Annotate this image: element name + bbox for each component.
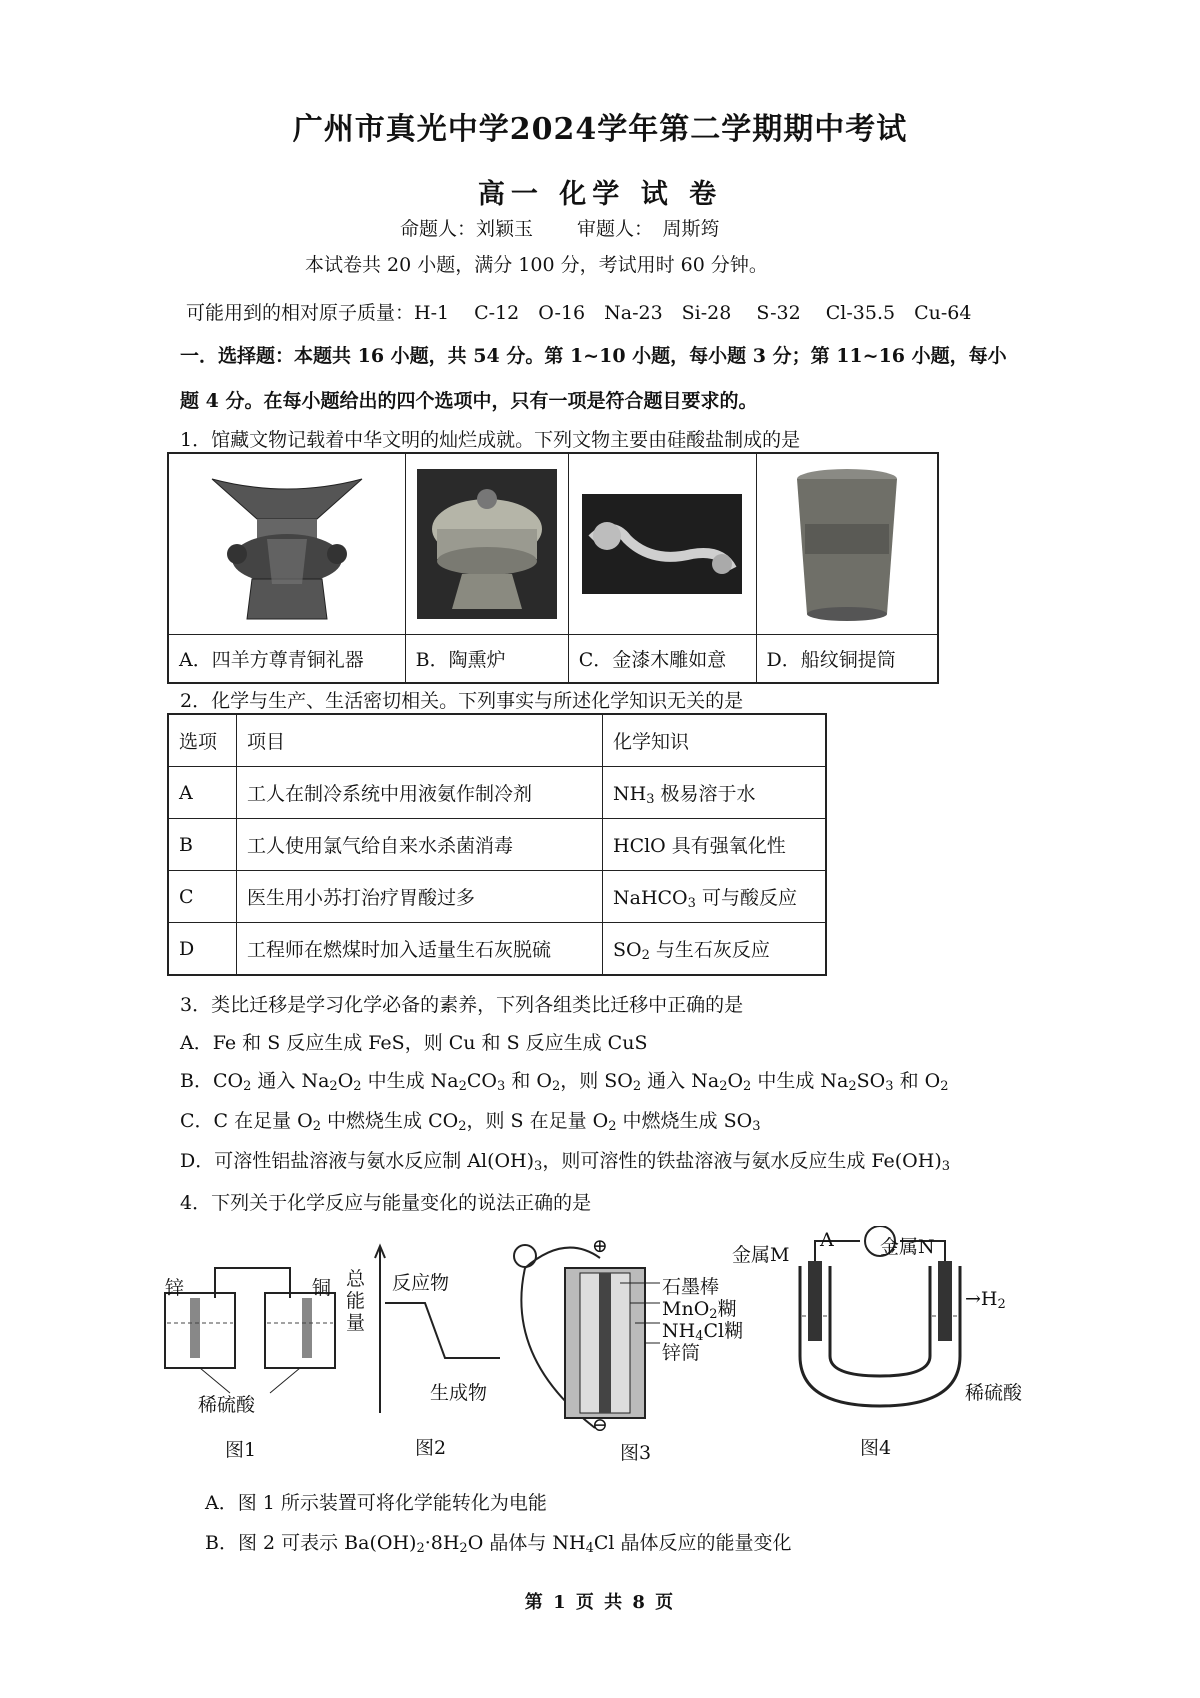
fig2-caption: 图2 (415, 1437, 447, 1459)
artifact-d-cell (756, 453, 938, 683)
row-option: B (168, 819, 237, 871)
row-option: D (168, 923, 237, 976)
bronze-zun-image (169, 454, 405, 634)
fig3-negative-terminal: ⊖ (592, 1414, 608, 1436)
fig4-metal-m-label: 金属M (732, 1244, 790, 1266)
fig3-graphite-label: 石墨棒 (662, 1276, 720, 1298)
fig1-acid-label: 稀硫酸 (198, 1394, 256, 1416)
authors: 命题人：刘颖玉 审题人： 周斯筠 (400, 218, 720, 240)
row-knowledge: HClO 具有强氧化性 (603, 819, 827, 871)
header-knowledge: 化学知识 (603, 714, 827, 767)
row-option: A (168, 767, 237, 819)
q4-option-a: A．图 1 所示装置可将化学能转化为电能 (205, 1492, 547, 1514)
option-b-label: B．陶熏炉 (406, 634, 568, 682)
table-header-row (168, 714, 826, 767)
q4-figures (160, 1229, 1060, 1478)
wooden-ruyi-image (569, 454, 756, 634)
fig3-caption: 图3 (620, 1442, 652, 1464)
exam-subtitle: 高一 化学 试 卷 (477, 179, 723, 210)
artifact-a-cell (168, 453, 405, 683)
section1-line2: 题 4 分。在每小题给出的四个选项中，只有一项是符合题目要求的。 (180, 390, 758, 412)
option-a-label: A．四羊方尊青铜礼器 (169, 634, 405, 682)
row-option: C (168, 871, 237, 923)
table-row (168, 923, 826, 976)
artifact-b-cell (405, 453, 568, 683)
q3-option-b: B．$CO_2$ 通入 $Na_2O_2$ 中生成 $Na_2CO_3$ 和 $O_2$，则 $SO_2$ 通入 $Na_2O_2$ 中生成 $Na_2SO_3$ 和 $O_2$ (180, 1070, 949, 1094)
row-knowledge: $SO_2$ 与生石灰反应 (603, 923, 827, 976)
pottery-censer-image (406, 454, 568, 634)
q1-stem: 1．馆藏文物记载着中华文明的灿烂成就。下列文物主要由硅酸盐制成的是 (180, 429, 801, 451)
exam-title: 广州市真光中学2024学年第二学期期中考试 (292, 112, 908, 147)
fig4-hydrogen-label: $\to H_2$ (965, 1288, 1006, 1312)
option-c-label: C．金漆木雕如意 (569, 634, 756, 682)
fig2-reactants-label: 反应物 (392, 1272, 450, 1294)
ammeter-icon: A (820, 1229, 834, 1251)
fig4-metal-n-label: 金属N (880, 1236, 935, 1258)
q3-stem: 3．类比迁移是学习化学必备的素养，下列各组类比迁移中正确的是 (180, 994, 744, 1016)
q3-option-c: C．C 在足量 $O_2$ 中燃烧生成 $CO_2$，则 S 在足量 $O_2$ 中燃烧生成 $SO_3$ (180, 1110, 761, 1134)
row-item: 工人在制冷系统中用液氨作制冷剂 (237, 767, 603, 819)
fig2-products-label: 生成物 (430, 1382, 488, 1404)
row-item: 工程师在燃煤时加入适量生石灰脱硫 (237, 923, 603, 976)
header-option: 选项 (168, 714, 237, 767)
q1-artifacts-table (167, 452, 939, 684)
q2-stem: 2．化学与生产、生活密切相关。下列事实与所述化学知识无关的是 (180, 690, 744, 712)
row-knowledge: NaHCO$_3$ 可与酸反应 (603, 871, 827, 923)
table-row (168, 819, 826, 871)
fig3-positive-terminal: ⊕ (592, 1235, 608, 1257)
table-row (168, 871, 826, 923)
row-knowledge: $NH_3$ 极易溶于水 (603, 767, 827, 819)
q3-option-d: D．可溶性铝盐溶液与氨水反应制 $Al(OH)_3$，则可溶性的铁盐溶液与氨水反应生成 $Fe(OH)_3$ (180, 1150, 951, 1174)
fig1-caption: 图1 (225, 1439, 257, 1461)
fig1-zinc-label: 锌 (165, 1277, 185, 1299)
fig3-nh4cl-label: $NH_4Cl$糊 (662, 1320, 744, 1344)
atomic-mass: 可能用到的相对原子质量：H-1 C-12 O-16 Na-23 Si-28 S-32 Cl-35.5 Cu-64 (186, 302, 972, 324)
option-d-label: D．船纹铜提筒 (757, 634, 937, 682)
fig4-acid-label: 稀硫酸 (965, 1382, 1023, 1404)
bronze-bucket-image (757, 454, 937, 634)
page-footer: 第 1 页 共 8 页 (524, 1592, 676, 1613)
fig2-yaxis-label: 总能量 (346, 1268, 366, 1334)
section1-line1: 一．选择题：本题共 16 小题，共 54 分。第 1~10 小题，每小题 3 分；第 11~16 小题，每小 (180, 345, 1007, 367)
fig3-zinc-label: 锌筒 (662, 1342, 701, 1364)
q3-option-a: A．Fe 和 S 反应生成 FeS，则 Cu 和 S 反应生成 CuS (180, 1032, 648, 1054)
fig4-caption: 图4 (860, 1437, 892, 1459)
q4-option-b: B．图 2 可表示 $Ba(OH)_2\cdot 8H_2O$ 晶体与 $NH_4Cl$ 晶体反应的能量变化 (205, 1532, 792, 1556)
q2-table (167, 713, 827, 976)
fig3-mno2-label: MnO$_2$糊 (662, 1298, 737, 1322)
q4-stem: 4．下列关于化学反应与能量变化的说法正确的是 (180, 1192, 592, 1214)
row-item: 医生用小苏打治疗胃酸过多 (237, 871, 603, 923)
fig3-dry-cell (505, 1238, 755, 1458)
fig1-copper-label: 铜 (312, 1277, 332, 1299)
row-item: 工人使用氯气给自来水杀菌消毒 (237, 819, 603, 871)
artifact-c-cell (568, 453, 756, 683)
exam-info: 本试卷共 20 小题，满分 100 分，考试用时 60 分钟。 (305, 254, 768, 276)
header-item: 项目 (237, 714, 603, 767)
table-row (168, 767, 826, 819)
